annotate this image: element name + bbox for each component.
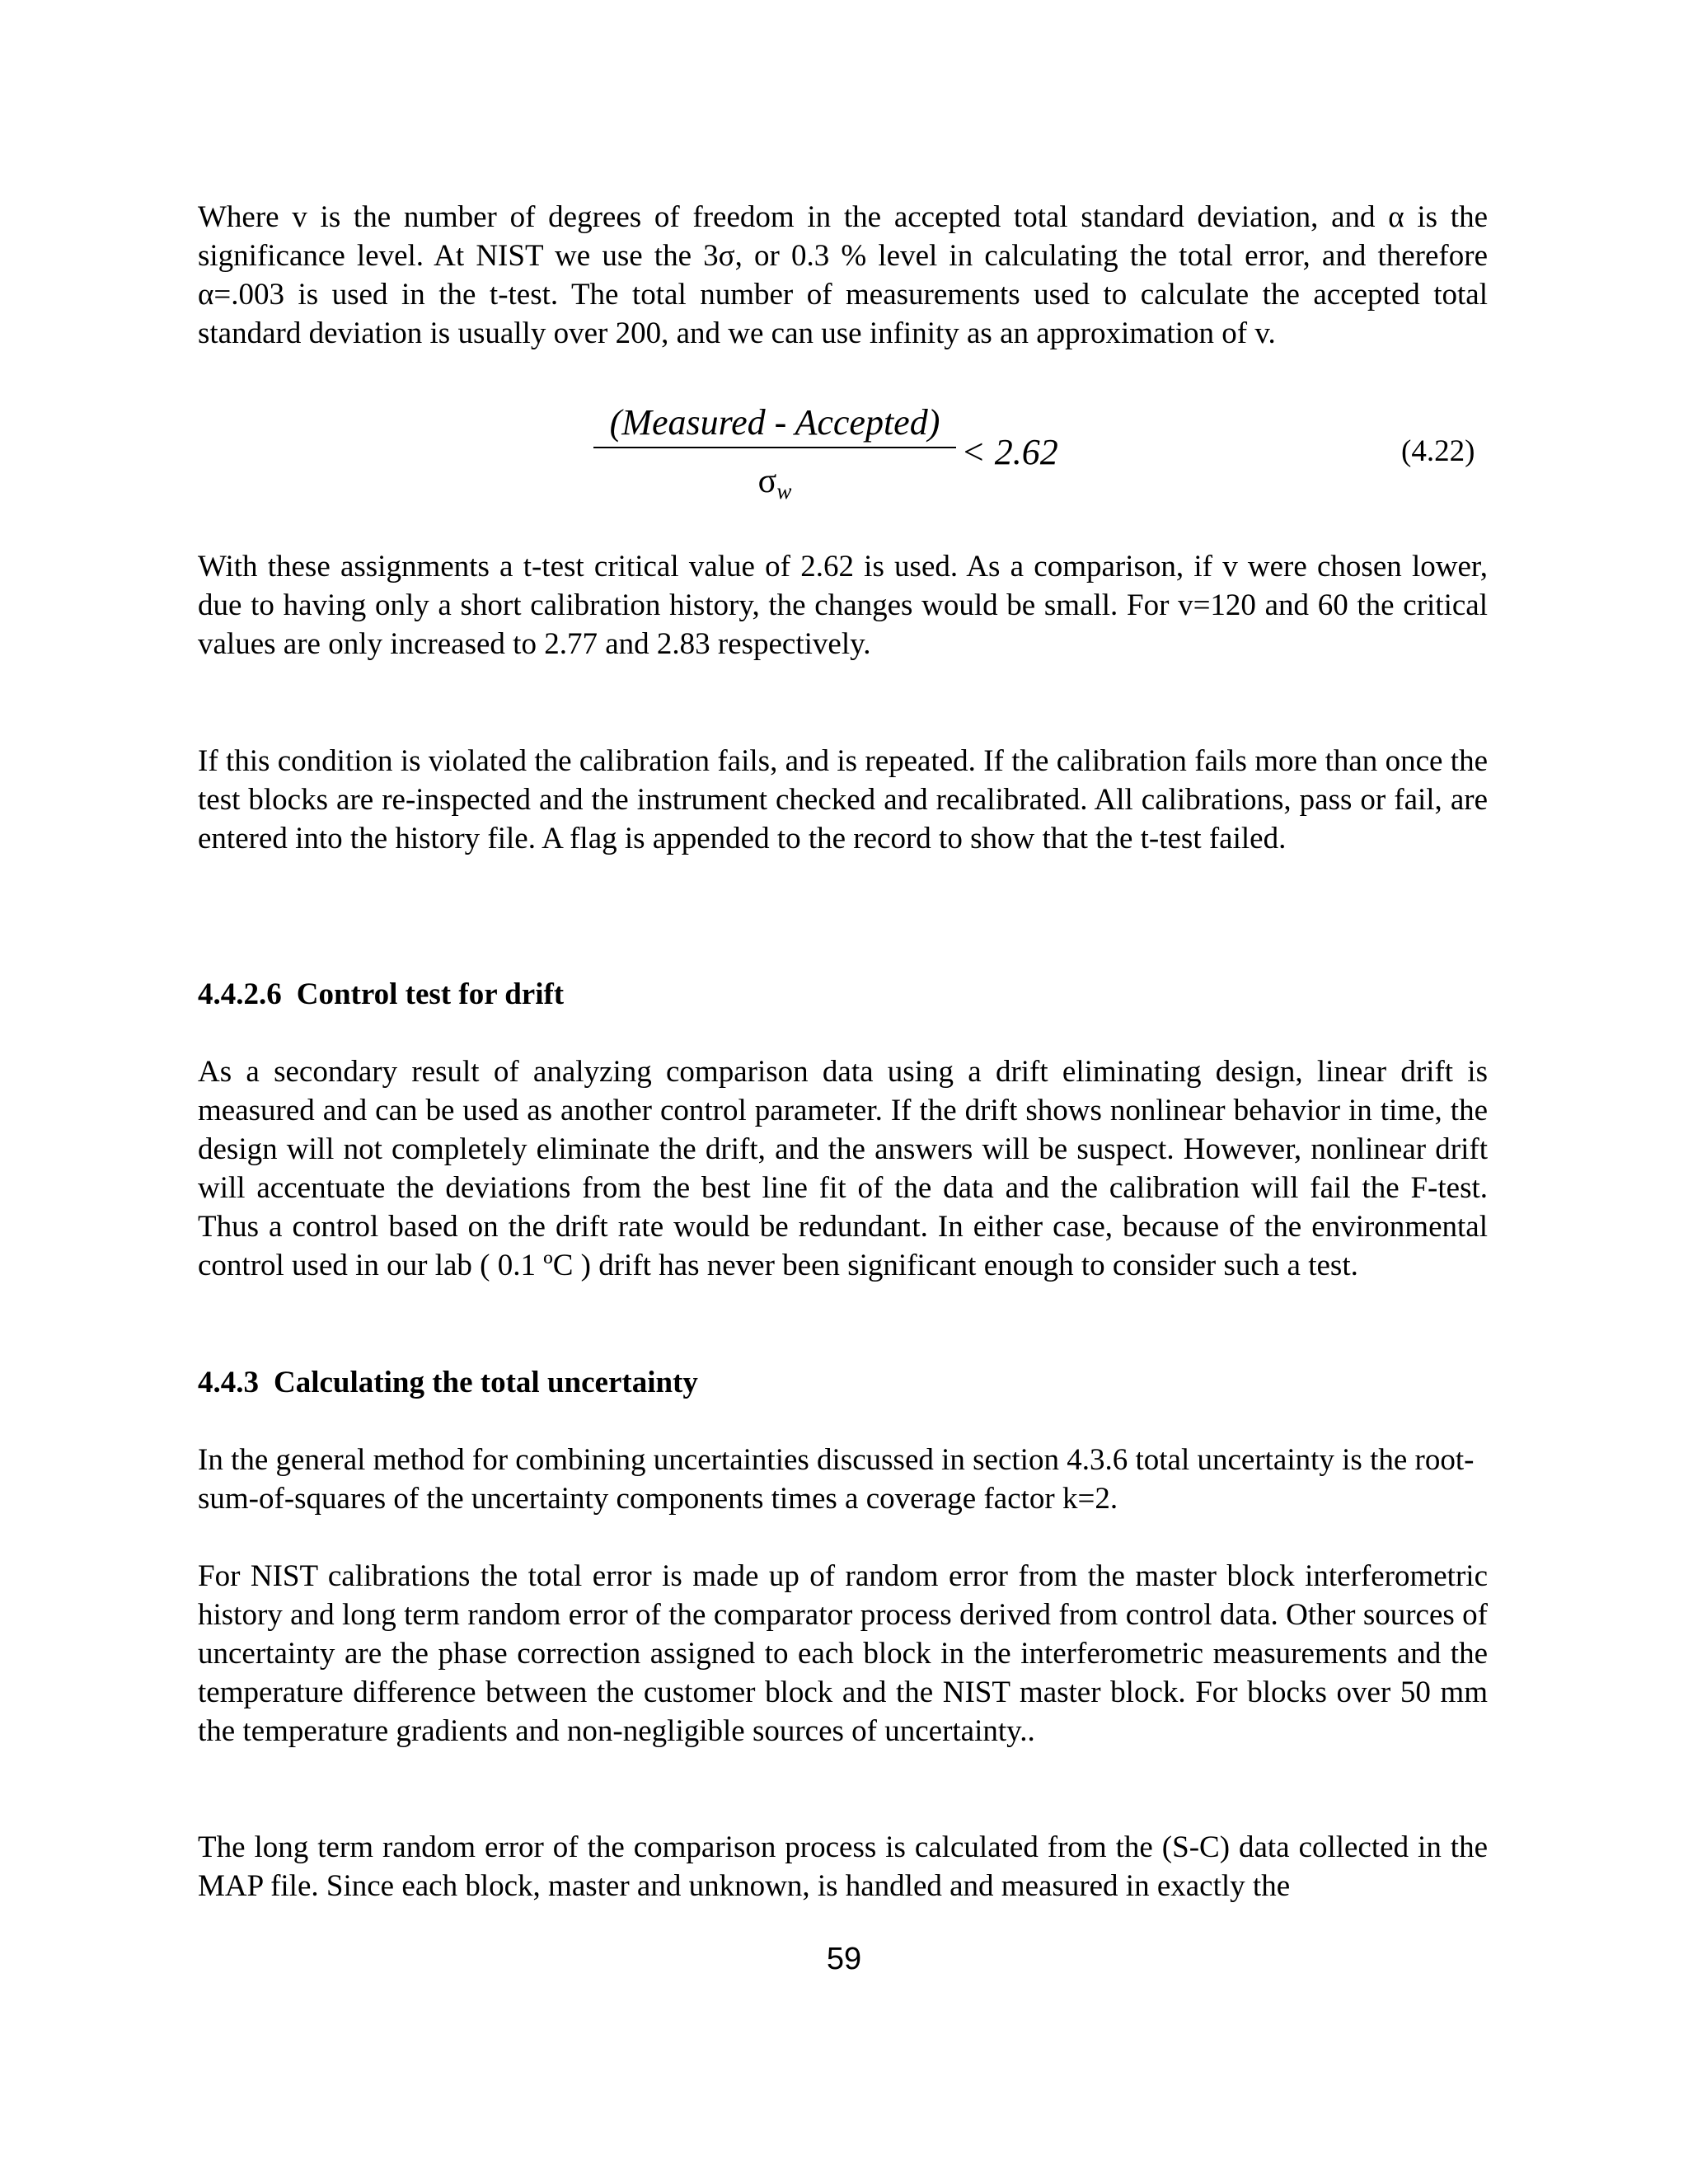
section-number: 4.4.2.6: [198, 977, 282, 1011]
paragraph-drift: As a secondary result of analyzing comparison data using a drift eliminating design, linear drift is measured and can be used as another control parameter. If the drift shows nonlinear behavior in time, the design will not completely eliminate the drift, and the answers will be suspect. However, nonlinear drift will accentuate the deviations from the best line fit of the data and the calibration will fail the F-test. Thus a control based on the drift rate would be redundant. In either case, because of the environmental control used in our lab ( 0.1 ºC ) drift has never been significant enough to consider such a test.: [198, 1055, 1488, 1282]
sigma-subscript: w: [776, 479, 792, 504]
paragraph-condition-violated: If this condition is violated the calibration fails, and is repeated. If the calibration fails more than once the test blocks are re-inspected and the instrument checked and recalibrated. All calibrations, pass or fail, are entered into the history file. A flag is appended to the record to show that the t-test failed.: [198, 744, 1488, 855]
section-title: Control test for drift: [296, 977, 565, 1011]
paragraph-degrees-of-freedom: Where v is the number of degrees of freedom in the accepted total standard deviation, and α is the significance level. At NIST we use the 3σ, or 0.3 % level in calculating the total error, and therefore α=.003 is used in the t-test. The total number of measurements used to calculate the accepted total standard deviation is usually over 200, and we can use infinity as an approximation of v.: [198, 200, 1488, 350]
equation-numerator: (Measured - Accepted): [609, 402, 940, 443]
sigma-symbol: σ: [757, 462, 777, 500]
page-number: 59: [826, 1942, 862, 1976]
paragraph-nist-calibrations: For NIST calibrations the total error is made up of random error from the master block interferometric history and long term random error of the comparator process derived from control data. Other sources of uncertainty are the phase correction assigned to each block in the interferometric measurements and the temperature difference between the customer block and the NIST master block. For blocks over 50 mm the temperature gradients and non-negligible sources of uncertainty..: [198, 1559, 1488, 1748]
section-heading-total-uncertainty: [198, 1363, 698, 1402]
equation-fraction: [593, 401, 956, 509]
equation-4-22: [0, 401, 1688, 516]
paragraph-general-method: In the general method for combining uncertainties discussed in section 4.3.6 total uncertainty is the root-sum-of-squares of the uncertainty components times a coverage factor k=2.: [198, 1443, 1475, 1516]
section-number: 4.4.3: [198, 1366, 259, 1399]
equation-rhs: < 2.62: [961, 432, 1058, 472]
paragraph-long-term-random-error: The long term random error of the comparison process is calculated from the (S-C) data collected in the MAP file. Since each block, master and unknown, is handled and measured in exactly the: [198, 1830, 1488, 1903]
section-heading-control-test-drift: [198, 975, 564, 1014]
equation-number: (4.22): [1401, 434, 1475, 468]
equation-denominator: [593, 457, 956, 509]
paragraph-critical-value: With these assignments a t-test critical value of 2.62 is used. As a comparison, if v were chosen lower, due to having only a short calibration history, the changes would be small. For v=120 and 60 the critical values are only increased to 2.77 and 2.83 respectively.: [198, 550, 1488, 661]
fraction-bar: [593, 447, 956, 448]
section-title: Calculating the total uncertainty: [274, 1366, 698, 1399]
